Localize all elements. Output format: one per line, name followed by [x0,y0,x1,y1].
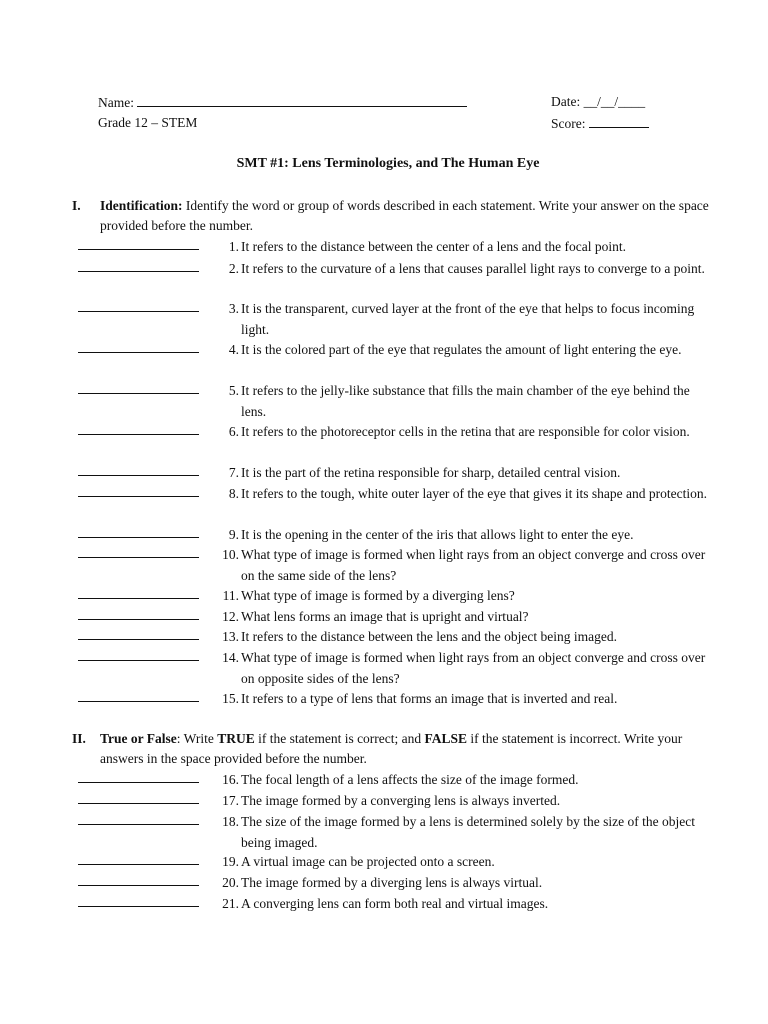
date-label: Date: __/__/____ [551,94,646,109]
answer-blank[interactable] [78,782,199,783]
question-number: 4. [228,342,239,357]
section-true-false [72,729,712,769]
question-number: 8. [228,486,239,501]
question-text: It is the part of the retina responsible for sharp, detailed central vision. [241,465,621,480]
question-text: A virtual image can be projected onto a screen. [241,854,495,869]
question-text: It refers to the jelly-like substance that fills the main chamber of the eye behind the lens. [241,383,690,419]
score-row [551,115,649,132]
question-text: The focal length of a lens affects the size of the image formed. [241,772,579,787]
answer-blank[interactable] [78,434,199,435]
answer-blank[interactable] [78,537,199,538]
answer-blank[interactable] [78,660,199,661]
question-text: The image formed by a diverging lens is always virtual. [241,875,543,890]
question-number: 20. [222,875,239,890]
question-text: What lens forms an image that is upright and virtual? [241,609,529,624]
section-numeral: I. [72,198,81,213]
answer-blank[interactable] [78,803,199,804]
instr-part: if the statement is correct; and [254,731,425,746]
question-number: 12. [222,609,239,624]
section-instructions: Identify the word or group of words described in each statement. Write your answer on the space provided before the number. [100,198,709,233]
score-blank[interactable] [589,115,649,128]
question-text: What type of image is formed by a diverging lens? [241,588,515,603]
question-number: 2. [228,261,239,276]
question-number: 7. [228,465,239,480]
question-text: What type of image is formed when light rays from an object converge and cross over on opposite sides of the lens? [241,650,706,686]
question-text: What type of image is formed when light rays from an object converge and cross over on the same side of the lens? [241,547,706,583]
name-label: Name: [98,95,134,110]
question-number: 3. [228,301,239,316]
answer-blank[interactable] [78,475,199,476]
question-text: It is the opening in the center of the iris that allows light to enter the eye. [241,527,634,542]
question-number: 9. [228,527,239,542]
question-text: It refers to a type of lens that forms an image that is inverted and real. [241,691,618,706]
question-text: It refers to the distance between the lens and the object being imaged. [241,629,617,644]
question-text: It is the transparent, curved layer at the front of the eye that helps to focus incoming light. [241,301,695,337]
question-number: 14. [222,650,239,665]
grade-label: Grade 12 – STEM [98,115,198,130]
answer-blank[interactable] [78,352,199,353]
question-number: 13. [222,629,239,644]
answer-blank[interactable] [78,249,199,250]
question-number: 18. [222,814,239,829]
question-number: 11. [222,588,239,603]
name-row [98,94,467,111]
question-number: 16. [222,772,239,787]
section-identification [72,196,712,236]
question-text: The image formed by a converging lens is always inverted. [241,793,561,808]
question-text: It refers to the tough, white outer layer of the eye that gives it its shape and protection. [241,486,707,501]
answer-blank[interactable] [78,598,199,599]
section-numeral: II. [72,731,86,746]
answer-blank[interactable] [78,639,199,640]
question-text: It refers to the distance between the center of a lens and the focal point. [241,239,626,254]
question-text: A converging lens can form both real and virtual images. [241,896,549,911]
question-text: It is the colored part of the eye that regulates the amount of light entering the eye. [241,342,682,357]
question-number: 19. [222,854,239,869]
page-title: SMT #1: Lens Terminologies, and The Human Eye [236,156,540,171]
answer-blank[interactable] [78,271,199,272]
question-number: 6. [228,424,239,439]
answer-blank[interactable] [78,496,199,497]
question-number: 21. [222,896,239,911]
answer-blank[interactable] [78,557,199,558]
score-label: Score: [551,116,586,131]
section-heading: True or False [100,731,177,746]
answer-blank[interactable] [78,906,199,907]
true-word: TRUE [217,731,255,746]
instr-part: if the statement is incorrect. Write your answers in the space provided before the number. [100,731,683,766]
question-text: It refers to the curvature of a lens that causes parallel light rays to converge to a point. [241,261,705,276]
section-heading: Identification: [100,198,183,213]
answer-blank[interactable] [78,393,199,394]
instr-part: : Write [176,731,218,746]
name-blank[interactable] [137,94,467,107]
question-number: 10. [222,547,239,562]
answer-blank[interactable] [78,311,199,312]
answer-blank[interactable] [78,864,199,865]
question-number: 1. [228,239,239,254]
question-text: It refers to the photoreceptor cells in the retina that are responsible for color vision. [241,424,690,439]
answer-blank[interactable] [78,619,199,620]
answer-blank[interactable] [78,824,199,825]
question-number: 17. [222,793,239,808]
answer-blank[interactable] [78,701,199,702]
question-number: 5. [228,383,239,398]
answer-blank[interactable] [78,885,199,886]
question-number: 15. [222,691,239,706]
question-text: The size of the image formed by a lens is determined solely by the size of the object being imaged. [241,814,695,850]
false-word: FALSE [424,731,468,746]
